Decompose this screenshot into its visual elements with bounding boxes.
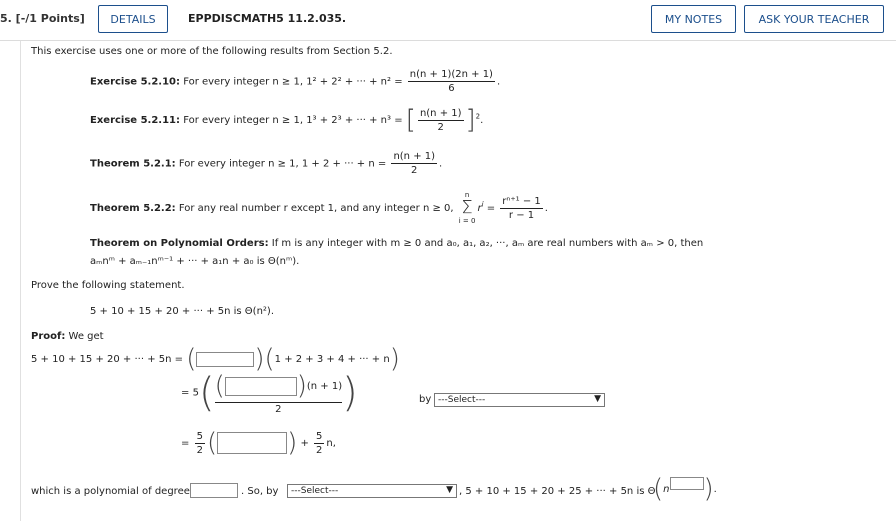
fraction-denominator: 6 bbox=[448, 83, 455, 94]
problem-id: EPPDISCMATH5 11.2.035. bbox=[188, 12, 347, 25]
result-label: Exercise 5.2.10: bbox=[90, 76, 180, 88]
summation-sign: n Σ i = 0 bbox=[458, 191, 476, 225]
final-suffix: , 5 + 10 + 15 + 20 + 25 + ··· + 5n is Θ bbox=[459, 486, 656, 497]
proof-label: Proof: bbox=[31, 331, 66, 342]
right-paren: ) bbox=[254, 344, 265, 374]
answer-input-3[interactable] bbox=[217, 432, 287, 454]
fraction-numerator: rⁿ⁺¹ − 1 bbox=[502, 195, 541, 207]
theta-argument: (n ). bbox=[653, 474, 717, 504]
proof-lhs: 5 + 10 + 15 + 20 + ··· + 5n = bbox=[31, 354, 184, 365]
final-prefix: which is a polynomial of degree bbox=[31, 486, 190, 497]
fraction: $\frac{( )(n + 1)}{2}$ bbox=[214, 371, 343, 415]
result-text: For every integer n ≥ 1, 1² + 2² + ··· + n² = bbox=[183, 76, 403, 88]
question-header bbox=[0, 0, 896, 41]
result-exercise-5-2-11: Exercise 5.2.11: For every integer n ≥ 1, 1³ + 2³ + ··· + n³ = [ $\frac{n(n + 1)}{2}$ ]$^2$. bbox=[90, 105, 484, 135]
prove-label: Prove the following statement. bbox=[31, 280, 185, 291]
result-label: Theorem on Polynomial Orders: bbox=[90, 238, 269, 249]
right-paren: ) bbox=[287, 428, 298, 458]
fraction: $\frac{5}{2}$ bbox=[196, 430, 203, 456]
fraction-numerator: n(n + 1)(2n + 1) bbox=[409, 69, 493, 80]
right-paren: ) bbox=[342, 370, 358, 416]
result-label: Theorem 5.2.1: bbox=[90, 158, 176, 170]
details-button[interactable]: DETAILS bbox=[98, 5, 168, 33]
left-paren: ( bbox=[653, 474, 664, 504]
result-theorem-5-2-1: Theorem 5.2.1: For every integer n ≥ 1, 1 + 2 + ··· + n = $\frac{n(n + 1)}{2}$ . bbox=[90, 151, 443, 176]
left-paren: ( bbox=[186, 344, 197, 374]
result-exercise-5-2-10: Exercise 5.2.10: For every integer n ≥ 1, 1² + 2² + ··· + n² = $\frac{n(n + 1)(2n + 1)}{6}$ . bbox=[90, 69, 501, 94]
fraction-denominator: 2 bbox=[411, 165, 418, 176]
left-paren: ( bbox=[264, 344, 275, 374]
exponent-input[interactable] bbox=[670, 477, 704, 490]
reason-select-1[interactable]: ---Select--- ▼ bbox=[434, 393, 605, 407]
my-notes-button[interactable]: MY NOTES bbox=[651, 5, 736, 33]
fraction-denominator: r − 1 bbox=[508, 209, 535, 221]
result-theorem-5-2-2: Theorem 5.2.2: For any real number r except 1, and any integer n ≥ 0, n Σ i = 0 $r^i$ = $\frac{\text{rⁿ⁺¹ − 1}}{r - 1}$ . bbox=[90, 191, 548, 225]
fraction-numerator: n(n + 1) bbox=[393, 151, 436, 162]
right-paren: ) bbox=[389, 344, 400, 374]
fraction-denominator: 2 bbox=[437, 121, 444, 133]
result-polynomial-orders bbox=[90, 238, 703, 249]
proof-line-1 bbox=[31, 344, 400, 374]
result-label: Theorem 5.2.2: bbox=[90, 203, 176, 214]
sum-text: 1 + 2 + 3 + 4 + ··· + n bbox=[274, 354, 390, 365]
answer-input-2[interactable] bbox=[225, 377, 297, 396]
fraction bbox=[418, 108, 464, 133]
result-polynomial-orders-line2: aₘnᵐ + aₘ₋₁nᵐ⁻¹ + ··· + a₁n + a₀ is Θ(nᵐ). bbox=[90, 256, 300, 267]
answer-input-1[interactable] bbox=[196, 352, 254, 367]
points-label: 5. [-/1 Points] bbox=[0, 12, 85, 25]
result-label: Exercise 5.2.11: bbox=[90, 115, 180, 126]
result-text: For every integer n ≥ 1, 1³ + 2³ + ··· + n³ = bbox=[183, 115, 403, 126]
chevron-down-icon: ▼ bbox=[446, 485, 453, 495]
left-bracket: [ bbox=[405, 105, 416, 135]
proof-line-2: = 5( $\frac{( )(n + 1)}{2}$ ) bbox=[181, 370, 358, 416]
fraction bbox=[391, 151, 437, 176]
left-paren: ( bbox=[206, 428, 218, 458]
proof-intro: Proof: We get bbox=[31, 331, 104, 342]
degree-input[interactable] bbox=[190, 483, 238, 498]
result-text: For any real number r except 1, and any integer n ≥ 0, bbox=[178, 203, 454, 214]
statement: 5 + 10 + 15 + 20 + ··· + 5n is Θ(n²). bbox=[90, 306, 274, 317]
by-label: by bbox=[419, 394, 432, 405]
right-bracket: ] bbox=[465, 105, 476, 135]
intro-text: This exercise uses one or more of the following results from Section 5.2. bbox=[31, 46, 393, 57]
reason-select-2[interactable]: ---Select--- ▼ bbox=[287, 484, 457, 498]
ask-teacher-button[interactable]: ASK YOUR TEACHER bbox=[744, 5, 884, 33]
right-paren: ) bbox=[703, 474, 714, 504]
result-text: If m is any integer with m ≥ 0 and a₀, a₁, a₂, ···, aₘ are real numbers with aₘ > 0, then bbox=[271, 238, 704, 249]
fraction: $\frac{5}{2}$ bbox=[316, 430, 323, 456]
fraction bbox=[408, 69, 495, 94]
fraction-numerator: n(n + 1) bbox=[419, 107, 462, 119]
result-text: For every integer n ≥ 1, 1 + 2 + ··· + n = bbox=[178, 158, 387, 170]
so-by-label: . So, by bbox=[241, 486, 279, 497]
chevron-down-icon: ▼ bbox=[594, 394, 601, 404]
question-content bbox=[20, 41, 883, 521]
left-paren: ( bbox=[198, 370, 215, 416]
fraction bbox=[500, 196, 542, 221]
proof-line-3: = $\frac{5}{2}$ ( ) + $\frac{5}{2}$ n, bbox=[181, 428, 336, 458]
